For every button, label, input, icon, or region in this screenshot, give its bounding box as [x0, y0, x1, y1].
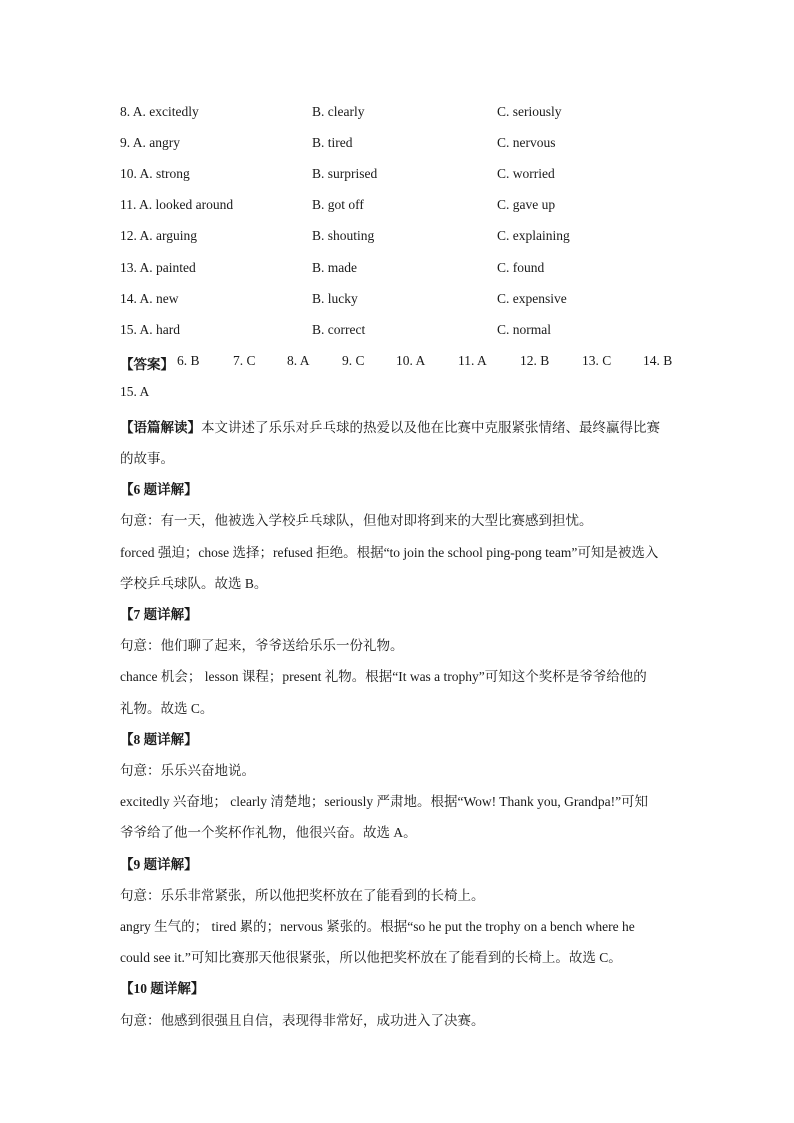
summary-paragraph-line1 [120, 416, 680, 436]
option-a: 11. A. looked around [120, 197, 234, 212]
option-b: B. got off [312, 197, 364, 212]
answer-item: 10. A [396, 353, 426, 368]
q8-meaning: 句意：乐乐兴奋地说。 [120, 763, 255, 778]
q6-meaning: 句意：有一天，他被选入学校乒乓球队，但他对即将到来的大型比赛感到担忧。 [120, 513, 593, 528]
option-row-11 [120, 197, 680, 217]
option-b: B. correct [312, 322, 366, 337]
option-b: B. made [312, 260, 357, 275]
option-b: B. shouting [312, 228, 375, 243]
answer-item: 13. C [582, 353, 612, 368]
option-c: C. nervous [497, 135, 556, 150]
q8-explanation-line1: excitedly 兴奋地； clearly 清楚地；seriously 严肃地。根据“Wow! Thank you, Grandpa!”可知 [120, 794, 649, 809]
option-row-13 [120, 260, 680, 280]
answer-item: 8. A [287, 353, 310, 368]
option-c: C. expensive [497, 291, 567, 306]
q10-meaning: 句意：他感到很强且自信，表现得非常好，成功进入了决赛。 [120, 1013, 485, 1028]
option-a: 14. A. new [120, 291, 179, 306]
q6-heading: 【6 题详解】 [120, 482, 198, 497]
answer-item: 14. B [643, 353, 673, 368]
answer-item: 9. C [342, 353, 365, 368]
option-c: C. seriously [497, 104, 562, 119]
answer-label: 【答案】 [120, 357, 174, 372]
option-c: C. gave up [497, 197, 556, 212]
option-row-9 [120, 135, 680, 155]
option-b: B. surprised [312, 166, 378, 181]
q7-meaning: 句意：他们聊了起来，爷爷送给乐乐一份礼物。 [120, 638, 404, 653]
option-row-14 [120, 291, 680, 311]
option-row-8 [120, 104, 680, 124]
answer-row [120, 353, 680, 373]
option-b: B. tired [312, 135, 353, 150]
option-a: 9. A. angry [120, 135, 180, 150]
option-c: C. worried [497, 166, 555, 181]
option-c: C. normal [497, 322, 551, 337]
q9-explanation-line2: could see it.”可知比赛那天他很紧张，所以他把奖杯放在了能看到的长椅上。故选 C。 [120, 950, 622, 965]
option-a: 13. A. painted [120, 260, 196, 275]
option-a: 8. A. excitedly [120, 104, 199, 119]
answer-item: 11. A [458, 353, 487, 368]
q9-heading: 【9 题详解】 [120, 857, 198, 872]
answer-item: 6. B [177, 353, 200, 368]
answer-item: 7. C [233, 353, 256, 368]
q10-heading: 【10 题详解】 [120, 981, 205, 996]
option-a: 10. A. strong [120, 166, 190, 181]
option-b: B. lucky [312, 291, 358, 306]
option-row-12 [120, 228, 680, 248]
q8-explanation-line2: 爷爷给了他一个奖杯作礼物，他很兴奋。故选 A。 [120, 825, 417, 840]
option-row-10 [120, 166, 680, 186]
option-a: 15. A. hard [120, 322, 180, 337]
q9-explanation-line1: angry 生气的； tired 累的；nervous 紧张的。根据“so he put the trophy on a bench where he [120, 919, 635, 934]
option-b: B. clearly [312, 104, 365, 119]
q6-explanation-line2: 学校乒乓球队。故选 B。 [120, 576, 268, 591]
q7-explanation-line2: 礼物。故选 C。 [120, 701, 214, 716]
answer-item-last: 15. A [120, 384, 150, 399]
option-c: C. explaining [497, 228, 570, 243]
q7-heading: 【7 题详解】 [120, 607, 198, 622]
q8-heading: 【8 题详解】 [120, 732, 198, 747]
q7-explanation-line1: chance 机会； lesson 课程；present 礼物。根据“It was a trophy”可知这个奖杯是爷爷给他的 [120, 669, 647, 684]
summary-text: 本文讲述了乐乐对乒乓球的热爱以及他在比赛中克服紧张情绪、最终赢得比赛 [201, 420, 660, 435]
summary-label: 【语篇解读】 [120, 420, 201, 435]
option-c: C. found [497, 260, 545, 275]
q9-meaning: 句意：乐乐非常紧张，所以他把奖杯放在了能看到的长椅上。 [120, 888, 485, 903]
q6-explanation-line1: forced 强迫；chose 选择；refused 拒绝。根据“to join the school ping-pong team”可知是被选入 [120, 545, 659, 560]
option-a: 12. A. arguing [120, 228, 197, 243]
option-row-15 [120, 322, 680, 342]
summary-paragraph-line2: 的故事。 [120, 451, 174, 466]
answer-item: 12. B [520, 353, 550, 368]
